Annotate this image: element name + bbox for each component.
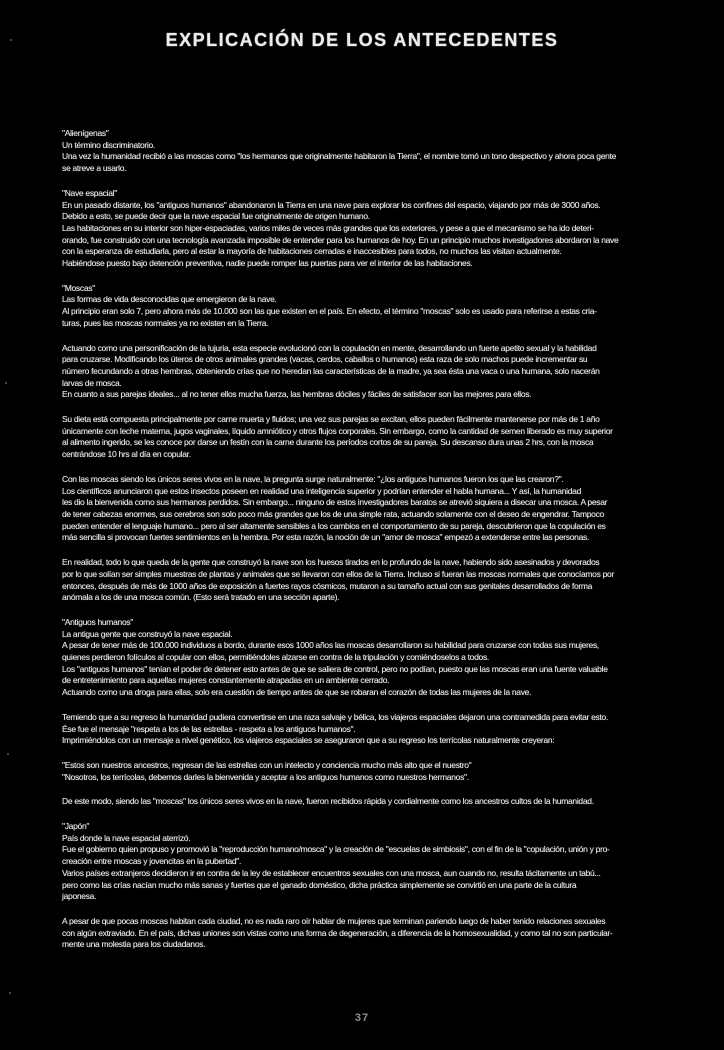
text-line: para cruzarse. Modificando los úteros de otros animales grandes (vacas, cerdos, caballos o humanos) esta raza de solo machos puede incrementar su [62, 354, 588, 365]
text-line: centrándose 10 hrs al día en copular. [62, 449, 191, 460]
text-section [62, 617, 674, 699]
section-heading: "Moscas" [62, 282, 95, 293]
text-line: Los "antiguos humanos" tenían el poder de detener esto antes de que se saliera de control, pero no podían, puesto que las moscas eran una fuente valuable [62, 663, 608, 674]
text-section [62, 760, 674, 783]
text-line: Fue el gobierno quien propuso y promovió la "reproducción humano/mosca" y la creación de "escuelas de simbiosis", con el fin de la "copulación, unión y pro- [62, 844, 610, 855]
text-section [62, 821, 674, 903]
text-line: entonces, después de más de 1000 años de exposición a fuertes rayos cósmicos, mutaron a su tamaño actual con sus genitales desarrollados de forma [62, 580, 593, 591]
text-line: La antigua gente que construyó la nave espacial. [62, 628, 233, 639]
text-line: Temiendo que a su regreso la humanidad pudiera convertirse en una raza salvaje y bélica, los viajeros espaciales dejaron una contramedida para evitar esto. [62, 711, 609, 722]
text-line: En un pasado distante, los "antiguos humanos" abandonaron la Tierra en una nave para explorar los confines del espacio, viajando por más de 3000 años. [62, 199, 601, 210]
text-line: Una vez la humanidad recibió a las moscas como "los hermanos que originalmente habitaron la Tierra", el nombre tomó un tono despectivo y ahora poca gente [62, 151, 617, 162]
text-line: Ése fue el mensaje "respeta a los de las estrellas - respeta a los antiguos humanos". [62, 723, 356, 734]
text-line: larvas de mosca. [62, 377, 122, 388]
section-heading: "Japón" [62, 821, 90, 832]
text-line: por lo que solían ser simples muestras de plantas y animales que se llevaron con ellos de la Tierra. Incluso si fueran las moscas normales que conocíamos por [62, 568, 614, 579]
text-line: orando, fue construido con una tecnología avanzada imposible de entender para los humanos de hoy. En un principio muchos investigadores abordaron la nave [62, 234, 619, 245]
text-line: Imprimiéndolos con un mensaje a nivel genético, los viajeros espaciales se aseguraron que a su regreso los terrícolas naturalmente creyeran: [62, 735, 555, 746]
text-line: Habiéndose puesto bajo detención preventiva, nadie puede romper las puertas para ver el interior de las habitaciones. [62, 258, 473, 269]
text-line: de entretenimiento para aquellas mujeres constantemente atrapadas en un ambiente cerrado. [62, 675, 390, 686]
text-line: pero como las crías nacían mucho más sanas y fuertes que el ganado doméstico, dicha práctica simplemente se convirtió en una parte de la cultura [62, 879, 577, 890]
text-section [62, 343, 674, 402]
text-line: quienes perdieron folículos al copular con ellos, permitiéndoles alzarse en contra de la tripulación y comiéndoselos a todos. [62, 652, 489, 663]
text-section [62, 188, 674, 270]
text-line: japonesa. [62, 891, 97, 902]
text-line: turas, pues las moscas normales ya no existen en la Tierra. [62, 317, 269, 328]
text-line: con la esperanza de estudiarla, pero al estar la mayoría de habitaciones cerradas e inaccesibles para todos, no muchos las visitan actualmente. [62, 246, 562, 257]
text-line: Las habitaciones en su interior son hiper-espaciadas, varios miles de veces más grandes que los exteriores, y pese a que el mecanismo se ha ido deteri- [62, 222, 594, 233]
text-section [62, 414, 674, 461]
document-body [62, 128, 674, 964]
scan-artifact [7, 753, 9, 755]
text-line: Su dieta está compuesta principalmente por carne muerta y fluidos; una vez sus parejas se excitan, ellos pueden fácilmente mantenerse por más de 1 año [62, 414, 600, 425]
scan-artifact [10, 39, 12, 41]
section-heading: "Alienígenas" [62, 128, 109, 138]
text-section [62, 128, 674, 175]
text-line: únicamente con leche materna, jugos vaginales, líquido amniótico y otros flujos corporales. Sin embargo, como la cantidad de semen liberado es muy superior [62, 425, 613, 436]
text-line: Con las moscas siendo los únicos seres vivos en la nave, la pregunta surge naturalmente: "¿los antiguos humanos fueron los que las crearon?". [62, 473, 564, 484]
text-section [62, 796, 674, 808]
text-line: País donde la nave espacial aterrizó. [62, 832, 191, 843]
text-line: Las formas de vida desconocidas que emergieron de la nave. [62, 294, 277, 305]
text-line: mente una molestia para los ciudadanos. [62, 939, 206, 950]
text-line: En realidad, todo lo que queda de la gente que construyó la nave son los huesos tirados en lo profundo de la nave, habiendo sido asesinados y devorados [62, 557, 600, 568]
section-heading: "Antiguos humanos" [62, 616, 134, 627]
scan-artifact [9, 992, 11, 994]
text-line: con algún extraviado. En el país, dichas uniones son vistas como una forma de degeneración, a diferencia de la homosexualidad, y como tal no son particular- [62, 927, 613, 938]
text-line: Un término discriminatorio. [62, 139, 155, 150]
text-section [62, 712, 674, 747]
document-page [0, 30, 724, 1050]
section-heading: "Nave espacial" [62, 187, 117, 198]
text-line: Debido a esto, se puede decir que la nave espacial fue originalmente de origen humano. [62, 211, 370, 222]
text-line: les dio la bienvenida como sus hermanos perdidos. Sin embargo... ninguno de estos investigadores baratos se atrevió siquiera a disecar una mosca. A pesar [62, 497, 608, 508]
text-line: Los científicos anunciaron que estos insectos poseen en realidad una inteligencia superior y podrían entender el habla humana... Y así, la humanidad [62, 485, 582, 496]
page-title: EXPLICACIÓN DE LOS ANTECEDENTES [165, 30, 559, 50]
text-section [62, 916, 674, 951]
text-line: A pesar de que pocas moscas habitan cada ciudad, no es nada raro oír hablar de mujeres que terminan pariendo luego de haber tenido relaciones sexuales [62, 915, 606, 926]
text-line: De este modo, siendo las "moscas" los únicos seres vivos en la nave, fueron recibidos rápida y cordialmente como los ancestros cultos de la humanidad. [62, 796, 594, 807]
text-line: "Nosotros, los terrícolas, debemos darles la bienvenida y aceptar a los antiguos humanos como nuestros hermanos". [62, 771, 469, 782]
text-line: Actuando como una personificación de la lujuria, esta especie evolucionó con la copulación en mente, desarrollando un fuerte apetito sexual y la habilidad [62, 342, 597, 353]
text-line: anómala a los de una mosca común. (Esto será tratado en una sección aparte). [62, 592, 340, 603]
text-line: Al principio eran solo 7, pero ahora más de 10.000 son las que existen en el país. En efecto, el término "moscas" solo es usado para referirse a estas cria- [62, 306, 597, 317]
text-line: Actuando como una droga para ellas, solo era cuestión de tiempo antes de que se robaran el corazón de todas las mujeres de la nave. [62, 687, 532, 698]
text-section [62, 474, 674, 544]
text-line: A pesar de tener más de 100.000 individuos a bordo, durante esos 1000 años las moscas desarrollaron su habilidad para cruzarse con todas sus mujeres, [62, 640, 599, 651]
text-line: "Estos son nuestros ancestros, regresan de las estrellas con un intelecto y conciencia mucho más alto que el nuestro" [62, 759, 472, 770]
page-number: 37 [354, 1012, 370, 1024]
text-section [62, 557, 674, 604]
text-line: al alimento ingerido, se les conoce por darse un festín con la carne durante los períodos cortos de su pareja. Su descanso dura unas 2 hrs, con la mosca [62, 437, 594, 448]
scan-artifact [5, 382, 7, 384]
text-line: se atreve a usarlo. [62, 163, 127, 174]
text-line: pueden entender el lenguaje humano... pero al ser altamente sensibles a los cambios en el comportamiento de su pareja, descubrieron que la copulación es [62, 520, 606, 531]
text-line: de tener cabezas enormes, sus cerebros son solo poco más grandes que los de una simple rata, actuando solamente con el deseo de engendrar. Tampoco [62, 508, 604, 519]
text-line: más sencilla si provocan fuertes sentimientos en la hembra. Por esta razón, la noción de un "amor de mosca" empezó a extenderse entre las personas. [62, 532, 590, 543]
text-line: creación entre moscas y jovencitas en la pubertad". [62, 856, 242, 867]
text-line: Varios países extranjeros decidieron ir en contra de la ley de establecer encuentros sexuales con una mosca, aun cuando no, resulta tácitamente un tabú... [62, 867, 601, 878]
text-line: número fecundando a otras hembras, obteniendo crías que no heredan las características de la madre, ya sea ésta una vaca o una humana, solo nacerán [62, 365, 600, 376]
text-line: En cuanto a sus parejas ideales... al no tener ellos mucha fuerza, las hembras dóciles y fáciles de satisfacer son las mejores para ellos. [62, 389, 532, 400]
text-section [62, 283, 674, 330]
